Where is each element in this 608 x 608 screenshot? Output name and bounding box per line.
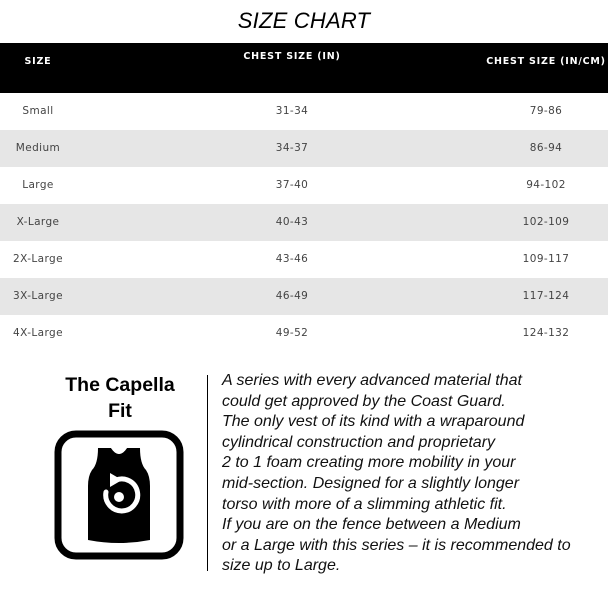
divider xyxy=(207,375,208,571)
cell-chest-in: 40-43 xyxy=(275,216,309,228)
description-line: The only vest of its kind with a wraparound xyxy=(222,413,525,431)
table-row xyxy=(0,204,608,241)
table-row xyxy=(0,93,608,130)
fit-title-line: The Capella xyxy=(65,374,175,396)
table-row xyxy=(0,130,608,167)
cell-size: Medium xyxy=(15,142,61,154)
cell-chest-cm: 117-124 xyxy=(522,290,570,302)
cell-chest-cm: 102-109 xyxy=(522,216,570,228)
description-line: size up to Large. xyxy=(222,557,341,575)
page-title: SIZE CHART xyxy=(237,8,371,33)
cell-chest-cm: 109-117 xyxy=(522,253,570,265)
description-line: A series with every advanced material that xyxy=(222,372,522,389)
cell-size: X-Large xyxy=(16,216,60,228)
table-row xyxy=(0,315,608,352)
cell-chest-in: 49-52 xyxy=(275,327,309,339)
fit-description xyxy=(222,371,607,577)
description-line: cylindrical construction and proprietary xyxy=(222,433,496,451)
description-line: If you are on the fence between a Medium xyxy=(222,516,521,534)
cell-chest-in: 46-49 xyxy=(275,290,309,302)
cell-chest-cm: 86-94 xyxy=(529,142,563,154)
header-chest-cm: CHEST SIZE (IN/CM) xyxy=(486,56,606,67)
description-line: torso with more of a slimming athletic fit. xyxy=(222,495,507,513)
table-row xyxy=(0,241,608,278)
cell-chest-in: 31-34 xyxy=(275,105,309,117)
cell-chest-in: 37-40 xyxy=(275,179,309,191)
cell-chest-cm: 124-132 xyxy=(522,327,570,339)
fit-title-line: Fit xyxy=(108,400,132,422)
description-line: could get approved by the Coast Guard. xyxy=(222,392,506,410)
cell-size: Small xyxy=(22,105,54,117)
cell-size: 4X-Large xyxy=(13,327,63,339)
description-line: or a Large with this series – it is recommended to xyxy=(222,536,571,554)
description-line: mid-section. Designed for a slightly longer xyxy=(222,474,520,492)
header-size: SIZE xyxy=(24,56,52,67)
cell-chest-cm: 94-102 xyxy=(526,179,566,191)
header-chest-in: CHEST SIZE (IN) xyxy=(243,51,341,62)
cell-size: 3X-Large xyxy=(13,290,63,302)
cell-chest-cm: 79-86 xyxy=(529,105,563,117)
cell-chest-in: 43-46 xyxy=(275,253,309,265)
fit-title xyxy=(50,372,190,424)
cell-size: Large xyxy=(22,179,54,191)
table-row xyxy=(0,167,608,204)
cell-size: 2X-Large xyxy=(13,253,63,265)
table-row xyxy=(0,278,608,315)
cell-chest-in: 34-37 xyxy=(275,142,309,154)
table-header xyxy=(0,43,608,93)
vest-rotation-icon xyxy=(54,430,184,564)
size-chart-table xyxy=(0,43,608,352)
description-line: 2 to 1 foam creating more mobility in your xyxy=(222,454,516,472)
